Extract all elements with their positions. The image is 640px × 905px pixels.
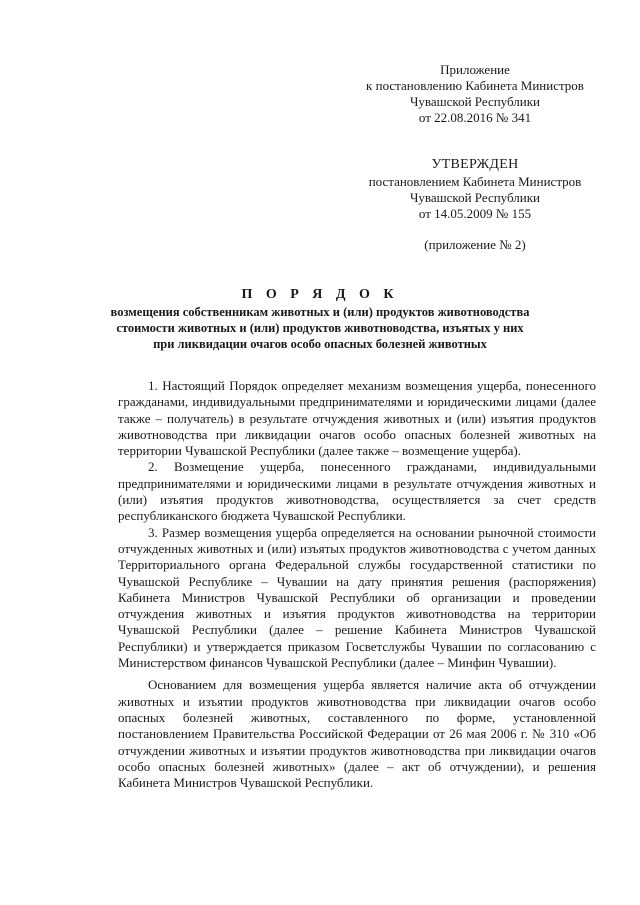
approved-annex-note: (приложение № 2) [424, 237, 526, 252]
approved-resolution-line: постановлением Кабинета Министров [368, 174, 582, 189]
document-subtitle-line-2: стоимости животных и (или) продуктов животноводства, изъятых у них [116, 321, 524, 335]
document-title: П О Р Я Д О К [241, 287, 399, 302]
appendix-resolution-line: к постановлению Кабинета Министров [366, 78, 584, 93]
document-body [118, 378, 596, 791]
approved-title: УТВЕРЖДЕН [431, 157, 519, 172]
paragraph-3: 3. Размер возмещения ущерба определяется на основании рыночной стоимости отчужденных животных и (или) изъятых продуктов животноводства с учетом данных Территориального органа Федеральной службы государственной статистики по Чувашской Республике – Чувашии на дату принятия решения (распоряжения) Кабинета Министров Чувашской Республики об организации и проведении отчуждения животных и изъятия продуктов животноводства на территории Чувашской Республики (далее – решение Кабинета Министров Чувашской Республики) и утверждается приказом Госветслужбы Чувашии по согласованию с Министерством финансов Чувашской Республики (далее – Минфин Чувашии). [118, 524, 596, 671]
appendix-header [330, 62, 620, 126]
paragraph-4: Основанием для возмещения ущерба является наличие акта об отчуждении животных и изъятии продуктов животноводства при ликвидации очагов особо опасных болезней животных, составленного по форме, установленной постановлением Правительства Российской Федерации от 26 мая 2006 г. № 310 «Об отчуждении животных и изъятии продуктов животноводства при ликвидации очагов особо опасных болезней животных» (далее – акт об отчуждении), и решения Кабинета Министров Чувашской Республики. [118, 677, 596, 791]
appendix-label: Приложение [440, 62, 510, 77]
approved-republic-line: Чувашской Республики [409, 190, 541, 205]
document-heading [60, 286, 580, 352]
approved-date-number: от 14.05.2009 № 155 [418, 206, 532, 221]
document-subtitle-line-1: возмещения собственникам животных и (или) продуктов животноводства [110, 305, 530, 319]
approval-stamp [330, 157, 620, 253]
paragraph-1: 1. Настоящий Порядок определяет механизм возмещения ущерба, понесенного гражданами, индивидуальными предпринимателями и юридическими лицами (далее также – получатель) в результате отчуждения животных и (или) изъятия продуктов животноводства при ликвидации очагов особо опасных болезней животных на территории Чувашской Республики (далее также – возмещение ущерба). [118, 378, 596, 459]
paragraph-2: 2. Возмещение ущерба, понесенного гражданами, индивидуальными предпринимателями и юридическими лицами в результате отчуждения животных и (или) изъятия продуктов животноводства, осуществляется за счет средств республиканского бюджета Чувашской Республики. [118, 459, 596, 524]
appendix-republic-line: Чувашской Республики [409, 94, 541, 109]
appendix-date-number: от 22.08.2016 № 341 [418, 110, 532, 125]
document-subtitle-line-3: при ликвидации очагов особо опасных болезней животных [153, 337, 487, 351]
